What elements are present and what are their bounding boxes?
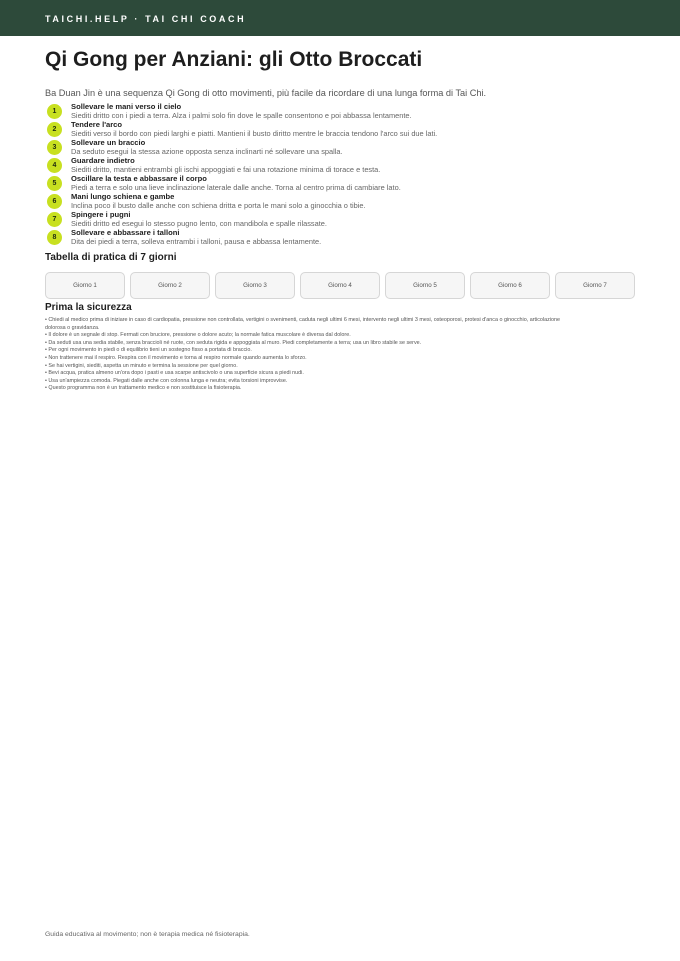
- step-title: Sollevare e abbassare i talloni: [71, 228, 180, 237]
- step-title: Sollevare un braccio: [71, 138, 146, 147]
- step-item: [45, 102, 645, 120]
- footer-disclaimer: Guida educativa al movimento; non è terapia medica né fisioterapia.: [45, 931, 250, 938]
- step-title: Sollevare le mani verso il cielo: [71, 102, 182, 111]
- day-button-1[interactable]: Giorno 1: [45, 272, 125, 299]
- step-title: Guardare indietro: [71, 156, 135, 165]
- step-item: [45, 156, 645, 174]
- day-button-5[interactable]: Giorno 5: [385, 272, 465, 299]
- step-number-badge: 5: [47, 176, 62, 191]
- safety-item: • Usa un'ampiezza comoda. Piegati dalle anche con colonna lunga e neutra; evita torsioni improvvise.: [45, 377, 288, 384]
- step-description: Inclina poco il busto dalle anche con schiena dritta e porta le mani solo a ginocchia o tibie.: [71, 200, 366, 210]
- step-description: Siediti verso il bordo con piedi larghi e piatti. Mantieni il busto diritto mentre le braccia tendono l'arco sui due lati.: [71, 128, 438, 138]
- step-number-badge: 3: [47, 140, 62, 155]
- step-description: Dita dei piedi a terra, solleva entrambi i talloni, pausa e abbassa lentamente.: [71, 236, 322, 246]
- step-item: [45, 138, 645, 156]
- step-number-badge: 1: [47, 104, 62, 119]
- step-description: Siediti dritto, mantieni entrambi gli ischi appoggiati e fai una rotazione minima di torace e testa.: [71, 164, 381, 174]
- step-item: [45, 192, 645, 210]
- step-description: Piedi a terra e solo una lieve inclinazione laterale dalle anche. Torna al centro prima di cambiare lato.: [71, 182, 401, 192]
- practice-heading: Tabella di pratica di 7 giorni: [45, 252, 177, 263]
- day-button-6[interactable]: Giorno 6: [470, 272, 550, 299]
- step-item: [45, 120, 645, 138]
- safety-item: dolorosa o gravidanza.: [45, 324, 100, 331]
- step-number-badge: 2: [47, 122, 62, 137]
- step-number-badge: 4: [47, 158, 62, 173]
- day-button-2[interactable]: Giorno 2: [130, 272, 210, 299]
- step-description: Siediti dritto ed esegui lo stesso pugno lento, con mandibola e spalle rilassate.: [71, 218, 327, 228]
- step-number-badge: 8: [47, 230, 62, 245]
- step-item: [45, 174, 645, 192]
- day-button-4[interactable]: Giorno 4: [300, 272, 380, 299]
- safety-heading: Prima la sicurezza: [45, 302, 132, 313]
- step-title: Tendere l'arco: [71, 120, 123, 129]
- safety-item: • Chiedi al medico prima di iniziare in caso di cardiopatia, pressione non controllata, vertigini o svenimenti, caduta negli ultimi 6 mesi, intervento negli ultimi 3 mesi, osteoporosi, protesi d'anca o ginocchio, articolazione: [45, 317, 560, 323]
- step-number-badge: 7: [47, 212, 62, 227]
- day-button-7[interactable]: Giorno 7: [555, 272, 635, 299]
- safety-item: • Se hai vertigini, siediti, aspetta un minuto e termina la sessione per quel giorno.: [45, 362, 238, 369]
- safety-item: • Il dolore è un segnale di stop. Fermati con bruciore, pressione o dolore acuto; la normale fatica muscolare è diversa dal dolore.: [45, 332, 351, 339]
- step-description: Da seduto esegui la stessa azione opposta senza inclinarti né sollevare una spalla.: [71, 146, 343, 156]
- intro-text: Ba Duan Jin è una sequenza Qi Gong di otto movimenti, più facile da ricordare di una lunga forma di Tai Chi.: [45, 88, 487, 98]
- step-title: Oscillare la testa e abbassare il corpo: [71, 174, 207, 183]
- safety-item: • Per ogni movimento in piedi o di equilibrio tieni un sostegno fisso a portata di braccio.: [45, 347, 252, 354]
- safety-item: • Questo programma non è un trattamento medico e non sostituisce la fisioterapia.: [45, 385, 242, 392]
- top-bar: [0, 0, 680, 36]
- brand-label: TAICHI.HELP · TAI CHI COACH: [45, 14, 247, 24]
- safety-item: • Bevi acqua, pratica almeno un'ora dopo i pasti e usa scarpe antiscivolo o una superficie sicura a piedi nudi.: [45, 370, 304, 377]
- steps-list: [45, 102, 645, 246]
- safety-item: • Da seduti usa una sedia stabile, senza braccioli né ruote, con seduta rigida e appoggiata al muro. Piedi completamente a terra; usa un libro stabile se serve.: [45, 339, 422, 346]
- step-description: Siediti dritto con i piedi a terra. Alza i palmi solo fin dove le spalle consentono e poi abbassa lentamente.: [71, 110, 412, 120]
- day-button-3[interactable]: Giorno 3: [215, 272, 295, 299]
- safety-list: [45, 317, 635, 393]
- page-title: Qi Gong per Anziani: gli Otto Broccati: [45, 48, 423, 71]
- step-title: Spingere i pugni: [71, 210, 131, 219]
- practice-days: [45, 272, 635, 299]
- step-number-badge: 6: [47, 194, 62, 209]
- step-item: [45, 210, 645, 228]
- safety-item: • Non trattenere mai il respiro. Respira con il movimento e torna al respiro normale quando aumenta lo sforzo.: [45, 354, 307, 361]
- step-title: Mani lungo schiena e gambe: [71, 192, 175, 201]
- step-item: [45, 228, 645, 246]
